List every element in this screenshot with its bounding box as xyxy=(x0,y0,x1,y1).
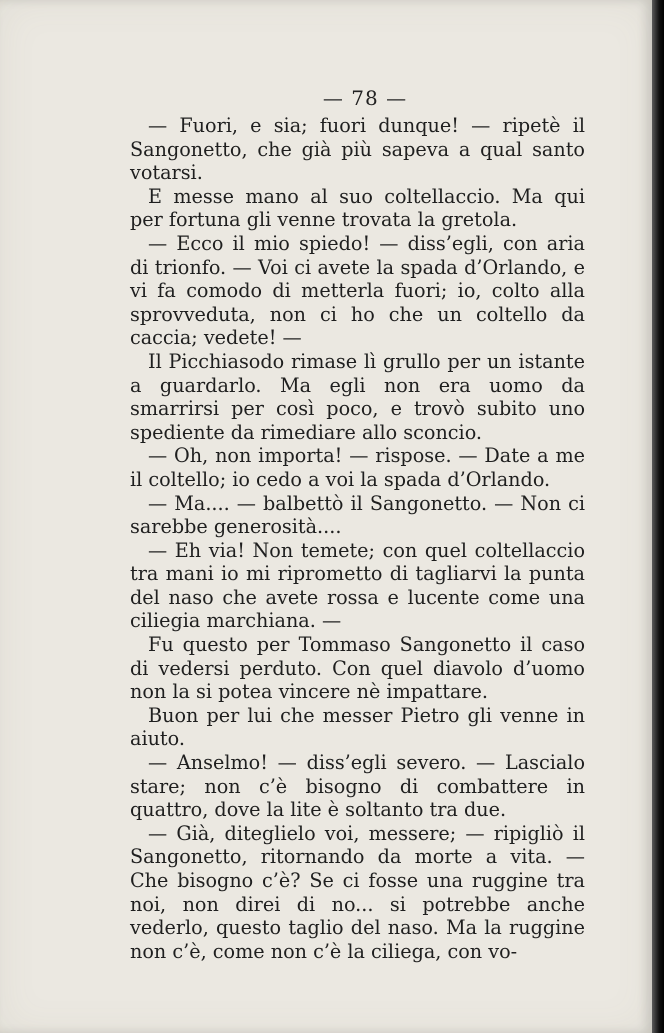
paragraph-3: — Ecco il mio spiedo! — diss’egli, con aria di trionfo. — Voi ci avete la spada d’Orlando, e vi fa comodo di metterla fuori; io, colto alla sprovveduta, non ci ho che un coltello da caccia; vedete! — xyxy=(130,231,585,350)
paragraph-5: — Oh, non importa! — rispose. — Date a me il coltello; io cedo a voi la spada d’Orlando. xyxy=(130,444,585,491)
paragraph-4: Il Picchiasodo rimase lì grullo per un istante a guardarlo. Ma egli non era uomo da smarrirsi per così poco, e trovò subito uno spediente da rimediare allo sconcio. xyxy=(130,349,585,444)
paragraph-2: E messe mano al suo coltellaccio. Ma qui per fortuna gli venne trovata la gretola. xyxy=(130,184,585,232)
paragraph-7: — Eh via! Non temete; con quel coltellaccio tra mani io mi riprometto di tagliarvi la punta del naso che avete rossa e lucente come una ciliegia marchiana. — xyxy=(130,538,585,633)
paragraph-10: — Anselmo! — diss’egli severo. — Lascialo stare; non c’è bisogno di combattere in quattro, dove la lite è soltanto tra due. xyxy=(130,751,585,822)
paragraph-1: — Fuori, e sia; fuori dunque! — ripetè il Sangonetto, che già più sapeva a qual santo votarsi. xyxy=(130,114,585,185)
page-edge-shadow xyxy=(652,0,664,1033)
paragraph-8: Fu questo per Tommaso Sangonetto il caso di vedersi perduto. Con quel diavolo d’uomo non la si potea vincere nè impattare. xyxy=(130,633,585,704)
body-text xyxy=(130,114,585,963)
paragraph-9: Buon per lui che messer Pietro gli venne in aiuto. xyxy=(130,703,585,751)
paragraph-6: — Ma.... — balbettò il Sangonetto. — Non ci sarebbe generosità.... xyxy=(130,491,585,539)
paragraph-11: — Già, diteglielo voi, messere; — ripigliò il Sangonetto, ritornando da morte a vita. — Che bisogno c’è? Se ci fosse una ruggine tra noi, non direi di no... si potrebbe anche vederlo, questo taglio del naso. Ma la ruggine non c’è, come non c’è la ciliega, con vo- xyxy=(130,821,585,963)
page-number: — 78 — xyxy=(322,86,408,110)
